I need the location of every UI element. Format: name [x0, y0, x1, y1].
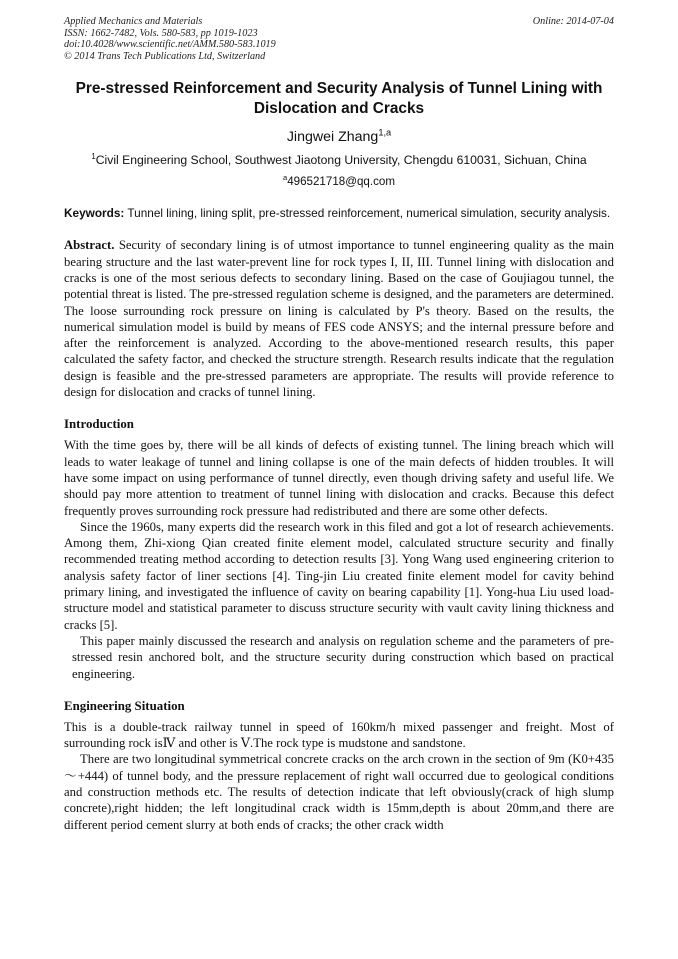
author-name: Jingwei Zhang: [286, 129, 379, 146]
intro-paragraph-1: With the time goes by, there will be all kinds of defects of existing tunnel. The lining breach which will leads to water leakage of tunnel and lining collapse is one of the main defects of hidden troubles. It will have some impact on using performance of tunnel directly, even though driving safety and useful life. We should pay more attention to treatment of tunnel lining with dislocation and cracks. Because this defect frequently proves surrounding rock pressure had redistributed and there are some other defects.: [64, 438, 614, 518]
introduction-section: [64, 437, 614, 681]
copyright-line: © 2014 Trans Tech Publications Ltd, Switzerland: [64, 50, 266, 62]
abstract: [64, 237, 614, 400]
journal-header: [64, 16, 614, 62]
email-superscript: a: [282, 173, 288, 183]
engineering-heading: Engineering Situation: [64, 698, 185, 713]
author-line: [64, 129, 614, 145]
engineering-section: [64, 719, 614, 833]
keywords-label: Keywords:: [64, 206, 125, 221]
abstract-text: Security of secondary lining is of utmost importance to tunnel engineering quality as the main bearing structure and the last water-prevent line for rock types I, II, III. Tunnel lining with dislocation and cracks is one of the most serious defects to secondary lining. Based on the case of Goujiagou tunnel, the potential threat is listed. The pre-stressed regulation scheme is designed, and the parameters are determined. The loose surrounding rock pressure on lining is calculated by P's theory. Based on the results, the numerical simulation model is build by means of FES code ANSYS; and the internal pressure before and after the reinforcement is analyzed. According to the above-mentioned research results, this paper calculated the safety factor, and checked the structure strength. Research results indicate that the regulation design is feasible and the pre-stressed parameters are appropriate. The results will provide reference to design for dislocation and cracks of tunnel lining.: [64, 238, 614, 400]
keywords-text: Tunnel lining, lining split, pre-stressed reinforcement, numerical simulation, security analysis.: [124, 206, 611, 221]
affiliation: Civil Engineering School, Southwest Jiaotong University, Chengdu 610031, Sichuan, China: [95, 153, 587, 168]
online-date: Online: 2014-07-04: [532, 16, 614, 27]
intro-paragraph-3: This paper mainly discussed the research and analysis on regulation scheme and the parameters of pre-stressed resin anchored bolt, and the structure security during construction which based on practical engineering.: [72, 633, 614, 681]
author-superscript: 1,a: [378, 127, 392, 138]
intro-paragraph-2: Since the 1960s, many experts did the research work in this filed and got a lot of research achievements. Among them, Zhi-xiong Qian created finite element model, calculated structure security and finally recommended treating method according to detection results [3]. Yong Wang used engineering criterion to analysis safety factor of liner sections [4]. Ting-jin Liu created finite element model for cavity behind primary lining, and investigated the influence of cavity on bearing capability [1]. Yong-hua Liu used load-structure model and statistical parameter to discuss structure security with vault cavity lining thickness and cracks [5].: [64, 519, 614, 632]
abstract-label: Abstract.: [64, 238, 115, 253]
issn-line: ISSN: 1662-7482, Vols. 580-583, pp 1019-1023: [64, 27, 258, 39]
affiliation-line: [64, 153, 614, 167]
introduction-heading: Introduction: [64, 417, 134, 432]
engineering-paragraph-1: This is a double-track railway tunnel in speed of 160km/h mixed passenger and freight. Most of surrounding rock isⅣ and other is Ⅴ.The rock type is mudstone and sandstone.: [64, 719, 614, 751]
engineering-paragraph-2: There are two longitudinal symmetrical concrete cracks on the arch crown in the section of 9m (K0+435～+444) of tunnel body, and the pressure replacement of right wall occurred due to geological conditions and construction methods etc. The results of detection indicate that left obviously(crack of high slump concrete),right hidden; the left longitudinal crack width is 15mm,depth is about 20mm,and there are different period cement slurry at both ends of cracks; the other crack width: [64, 752, 614, 832]
author-email: 496521718@qq.com: [287, 175, 396, 189]
affiliation-superscript: 1: [91, 152, 96, 162]
email-line: [64, 175, 614, 188]
journal-name: Applied Mechanics and Materials: [64, 16, 203, 27]
doi-line: doi:10.4028/www.scientific.net/AMM.580-583.1019: [64, 39, 276, 51]
paper-title: Pre-stressed Reinforcement and Security Analysis of Tunnel Lining with Dislocation and Cracks: [75, 80, 603, 118]
keywords: [64, 205, 614, 221]
